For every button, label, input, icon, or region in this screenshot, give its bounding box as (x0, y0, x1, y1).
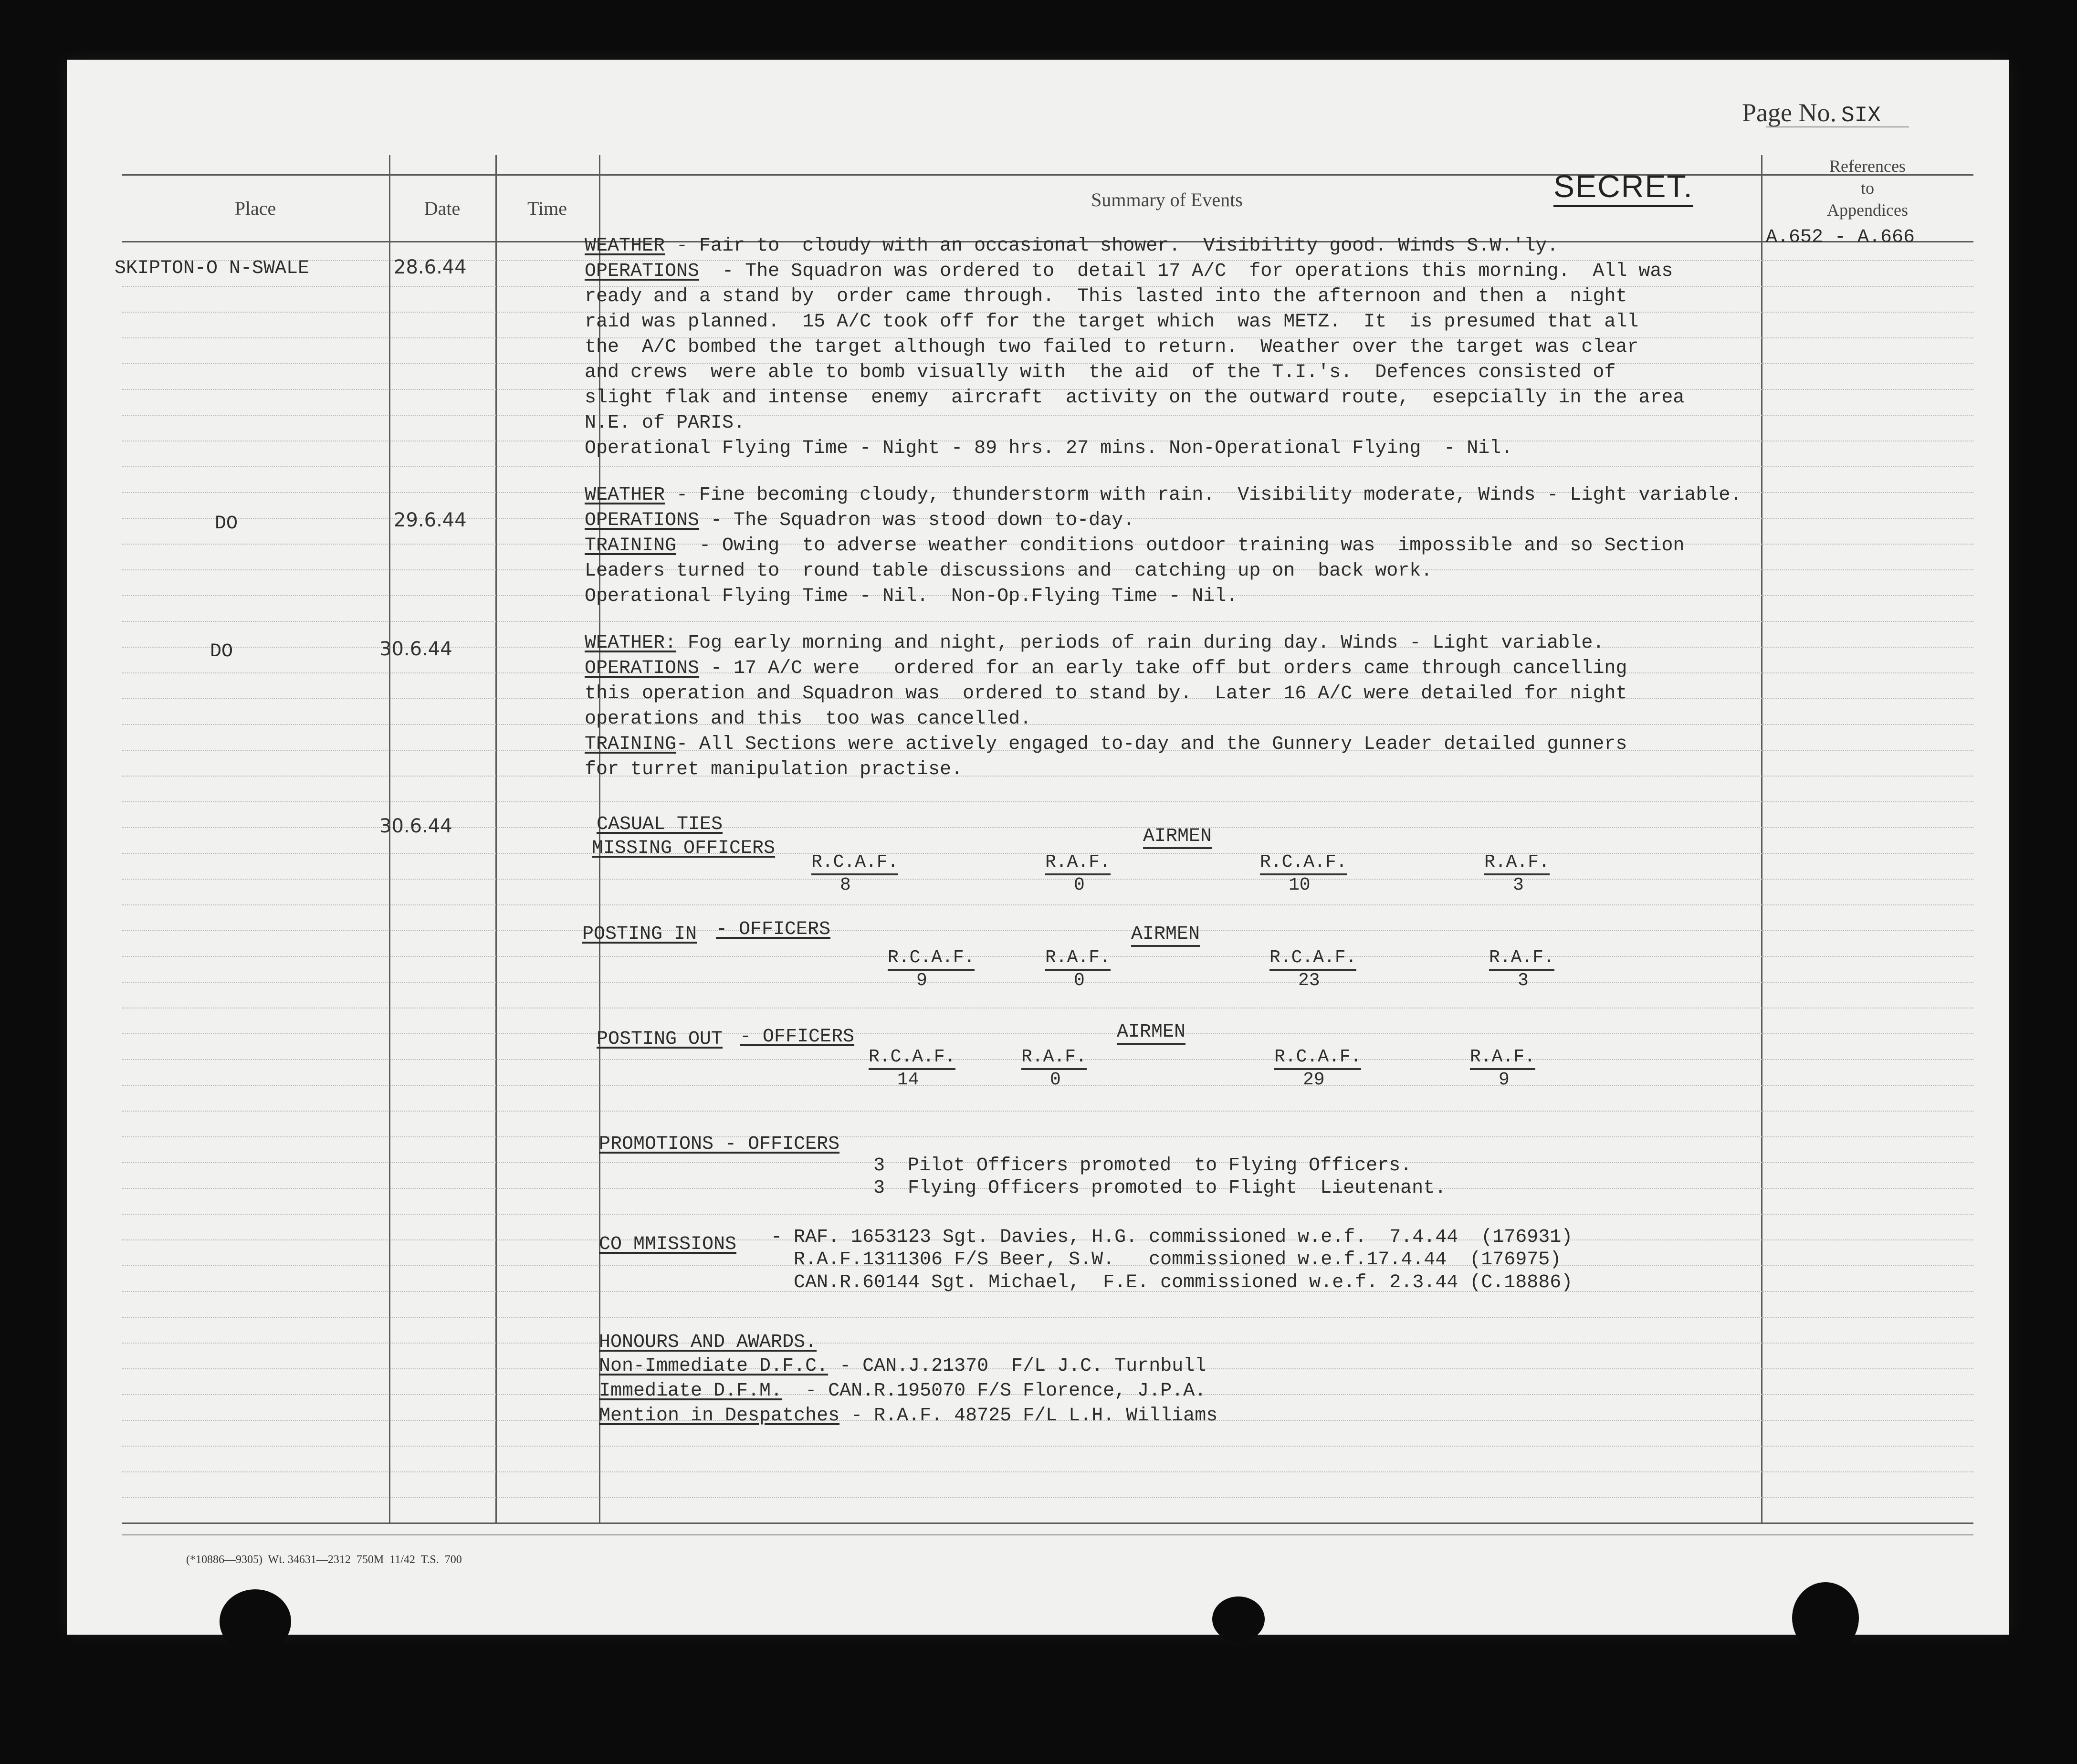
honours-title: HONOURS AND AWARDS. (599, 1332, 817, 1353)
promotion-line-2: 3 Flying Officers promoted to Flight Lieutenant. (873, 1177, 1447, 1199)
stat-category: R.A.F. (1021, 1047, 1087, 1070)
page-number-label: Page No. (1742, 98, 1836, 127)
honours-recipient: - R.A.F. 48725 F/L L.H. Williams (839, 1405, 1218, 1427)
posting-out-officers: - OFFICERS (740, 1026, 855, 1048)
summary-line (585, 734, 1627, 755)
ruled-line (122, 1214, 1973, 1215)
summary-line-text: for turret manipulation practise. (585, 759, 963, 780)
stat-category: R.C.A.F. (1260, 852, 1347, 875)
stat-category: R.A.F. (1489, 947, 1554, 971)
summary-line (585, 560, 1432, 582)
entry-3-date: 30.6.44 (379, 638, 452, 660)
posting-in-airmen: AIRMEN (1131, 924, 1200, 947)
punch-hole-right (1792, 1582, 1859, 1654)
stat-value: 8 (840, 875, 851, 895)
summary-line (585, 286, 1627, 307)
entry-1-place: SKIPTON-O N-SWALE (115, 258, 310, 279)
summary-line-label: WEATHER (585, 235, 665, 257)
summary-line-text: this operation and Squadron was ordered to stand by. Later 16 A/C were detailed for night (585, 683, 1627, 704)
summary-line (585, 586, 1238, 607)
ruled-line (122, 1317, 1973, 1318)
summary-line (585, 261, 1673, 282)
summary-line-text: the A/C bombed the target although two failed to return. Weather over the target was clear (585, 336, 1639, 358)
header-date: Date (424, 198, 461, 219)
summary-line-label: OPERATIONS (585, 658, 700, 679)
summary-line (585, 311, 1638, 333)
posting-in-officers: - OFFICERS (716, 919, 831, 940)
ruled-line (122, 776, 1973, 777)
casualties-title: CASUAL TIES (597, 814, 723, 835)
stat-category: R.A.F. (1470, 1047, 1535, 1070)
stat-value: 10 (1289, 875, 1311, 895)
summary-line-text: N.E. of PARIS. (585, 412, 745, 434)
promotion-line-1: 3 Pilot Officers promoted to Flying Officers. (873, 1155, 1412, 1176)
table-footer-rule (122, 1534, 1973, 1535)
summary-line (585, 484, 1741, 506)
summary-line (585, 412, 745, 434)
casualties-subtitle: MISSING OFFICERS (592, 838, 776, 859)
summary-line-label: WEATHER (585, 484, 665, 506)
header-place: Place (234, 198, 276, 219)
ruled-line (122, 1497, 1973, 1498)
ruled-line (122, 1085, 1973, 1086)
document-sheet (67, 60, 2009, 1635)
summary-line-text: Leaders turned to round table discussions and catching up on back work. (585, 560, 1433, 582)
honours-award: Mention in Despatches (599, 1405, 840, 1427)
summary-line-label: WEATHER: (585, 632, 677, 654)
stat-category: R.C.A.F. (888, 947, 975, 971)
stat-category: R.C.A.F. (869, 1047, 955, 1070)
entry-2-place: DO (215, 513, 238, 535)
summary-line (585, 708, 1031, 730)
summary-line-label: TRAINING (585, 535, 677, 556)
ruled-line (122, 621, 1973, 622)
summary-line-text: - All Sections were actively engaged to-day and the Gunnery Leader detailed gunners (676, 734, 1627, 755)
page-number (1742, 98, 1881, 128)
summary-line-text: - Owing to adverse weather conditions outdoor training was impossible and so Section (676, 535, 1685, 556)
punch-hole-middle (1212, 1596, 1265, 1642)
honours-recipient: - CAN.J.21370 F/L J.C. Turnbull (828, 1355, 1206, 1377)
page-number-line (1766, 126, 1909, 127)
summary-line (585, 362, 1615, 383)
summary-line-text: raid was planned. 15 A/C took off for the target which was METZ. It is presumed that all (585, 311, 1639, 333)
stat-value: 23 (1298, 970, 1320, 991)
ruled-line (122, 1343, 1973, 1344)
header-summary: Summary of Events (1091, 189, 1243, 210)
commissions-title: CO MMISSIONS (599, 1234, 737, 1255)
entry-2-date: 29.6.44 (394, 509, 467, 531)
stat-value: 0 (1074, 970, 1085, 991)
form-footer: (*10886—9305) Wt. 34631—2312 750M 11/42 T.S. 700 (186, 1554, 462, 1566)
ruled-line (122, 1446, 1973, 1447)
summary-line-text: Operational Flying Time - Nil. Non-Op.Flying Time - Nil. (585, 586, 1238, 607)
summary-line (585, 387, 1684, 409)
honours-line (599, 1405, 1217, 1427)
entry-3-place: DO (210, 641, 233, 662)
ruled-line (122, 415, 1973, 416)
commission-line-1: - RAF. 1653123 Sgt. Davies, H.G. commissioned w.e.f. 7.4.44 (176931) (771, 1227, 1573, 1248)
stat-category: R.C.A.F. (1274, 1047, 1361, 1070)
summary-line (585, 632, 1604, 654)
stat-value: 0 (1050, 1070, 1061, 1090)
stat-category: R.A.F. (1045, 852, 1111, 875)
casualties-airmen: AIRMEN (1143, 826, 1212, 849)
ruled-line (122, 1033, 1973, 1034)
stat-category: R.C.A.F. (1269, 947, 1356, 971)
summary-line (585, 510, 1134, 531)
header-references: References to Appendices (1827, 157, 1908, 220)
summary-line-label: TRAINING (585, 734, 677, 755)
honours-line (599, 1380, 1206, 1402)
stat-value: 3 (1513, 875, 1524, 895)
stat-value: 9 (916, 970, 927, 991)
summary-line-text: - Fine becoming cloudy, thunderstorm with rain. Visibility moderate, Winds - Light variable. (665, 484, 1742, 506)
summary-line-text: - The Squadron was ordered to detail 17 A/C for operations this morning. All was (699, 261, 1673, 282)
header-time: Time (527, 198, 567, 219)
posting-out-airmen: AIRMEN (1117, 1021, 1185, 1045)
table-bottom-rule (122, 1522, 1973, 1524)
stat-value: 14 (897, 1070, 919, 1090)
stat-category: R.C.A.F. (811, 852, 898, 875)
posting-in-title: POSTING IN (582, 924, 697, 945)
summary-line-label: OPERATIONS (585, 510, 700, 531)
ruled-line (122, 930, 1973, 931)
honours-line (599, 1355, 1206, 1377)
promotions-title: PROMOTIONS - OFFICERS (599, 1134, 840, 1155)
ruled-line (122, 904, 1973, 905)
summary-line (585, 658, 1627, 679)
commission-line-3: CAN.R.60144 Sgt. Michael, F.E. commissioned w.e.f. 2.3.44 (C.18886) (771, 1272, 1573, 1293)
stat-value: 9 (1499, 1070, 1510, 1090)
ruled-line (122, 466, 1973, 467)
stat-value: 29 (1303, 1070, 1325, 1090)
summary-line-label: OPERATIONS (585, 261, 700, 282)
posting-out-title: POSTING OUT (597, 1029, 723, 1050)
ruled-line (122, 1471, 1973, 1472)
ruled-line (122, 724, 1973, 725)
summary-line-text: Fog early morning and night, periods of rain during day. Winds - Light variable. (676, 632, 1605, 654)
summary-line-text: - Fair to cloudy with an occasional shower. Visibility good. Winds S.W.'ly. (665, 235, 1559, 257)
ruled-line (122, 1136, 1973, 1137)
entry-1-reference: A.652 - A.666 (1766, 227, 1915, 248)
entry-1-date: 28.6.44 (394, 256, 467, 278)
summary-line-text: Operational Flying Time - Night - 89 hrs. 27 mins. Non-Operational Flying - Nil. (585, 438, 1513, 459)
ruled-line (122, 801, 1973, 802)
stat-value: 0 (1074, 875, 1085, 895)
summary-line-text: operations and this too was cancelled. (585, 708, 1032, 730)
ruled-line (122, 879, 1973, 880)
stats-date: 30.6.44 (379, 815, 452, 837)
page-number-value: SIX (1841, 103, 1881, 128)
stat-category: R.A.F. (1484, 852, 1550, 875)
punch-hole-left (220, 1589, 291, 1654)
summary-line (585, 438, 1512, 459)
summary-line-text: - 17 A/C were ordered for an early take off but orders came through cancelling (699, 658, 1627, 679)
summary-line (585, 235, 1558, 257)
ruled-line (122, 1111, 1973, 1112)
summary-line (585, 535, 1684, 556)
stat-value: 3 (1518, 970, 1529, 991)
honours-award: Non-Immediate D.F.C. (599, 1355, 829, 1377)
summary-line-text: slight flak and intense enemy aircraft activity on the outward route, esepcially in the area (585, 387, 1685, 409)
table-top-rule (122, 174, 1973, 176)
summary-line-text: and crews were able to bomb visually with the aid of the T.I.'s. Defences consisted of (585, 362, 1616, 383)
summary-line (585, 759, 963, 780)
ruled-line (122, 982, 1973, 983)
secret-stamp: SECRET. (1553, 170, 1693, 207)
summary-line-text: ready and a stand by order came through. This lasted into the afternoon and then a night (585, 286, 1627, 307)
commission-line-2: R.A.F.1311306 F/S Beer, S.W. commissioned w.e.f.17.4.44 (176975) (771, 1249, 1562, 1270)
summary-line-text: - The Squadron was stood down to-day. (699, 510, 1135, 531)
stat-category: R.A.F. (1045, 947, 1111, 971)
summary-line (585, 336, 1638, 358)
summary-line (585, 683, 1627, 704)
honours-recipient: - CAN.R.195070 F/S Florence, J.P.A. (782, 1380, 1206, 1402)
honours-award: Immediate D.F.M. (599, 1380, 783, 1402)
